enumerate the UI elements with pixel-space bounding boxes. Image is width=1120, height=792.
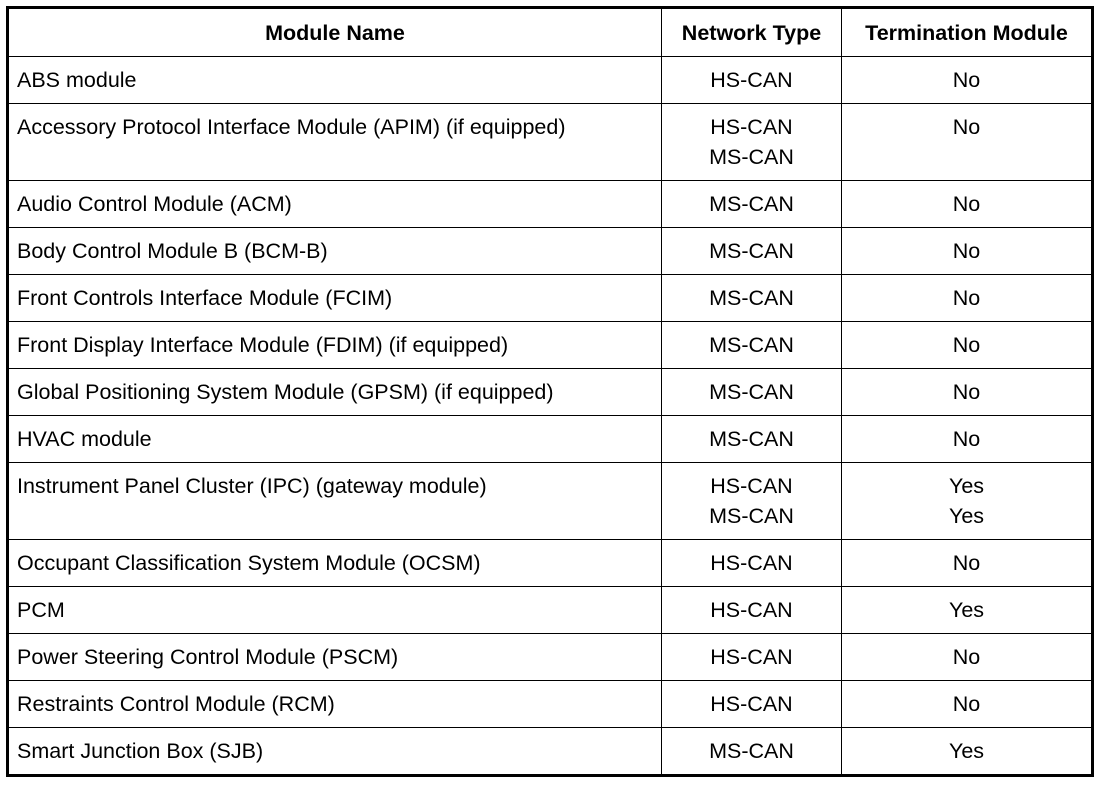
- network-type-value: HS-CAN: [710, 474, 793, 498]
- network-type-cell: [662, 181, 842, 228]
- network-type-value: HS-CAN: [710, 645, 793, 669]
- termination-value: No: [952, 333, 981, 357]
- module-name-cell: Occupant Classification System Module (OCSM): [8, 540, 662, 587]
- network-type-value: HS-CAN: [710, 598, 793, 622]
- termination-cell: [842, 416, 1093, 463]
- network-type-value: MS-CAN: [709, 239, 794, 263]
- module-name-cell: Audio Control Module (ACM): [8, 181, 662, 228]
- module-name-cell: Power Steering Control Module (PSCM): [8, 634, 662, 681]
- header-module-name: Module Name: [8, 8, 662, 57]
- termination-cell: [842, 57, 1093, 104]
- module-name-cell: Global Positioning System Module (GPSM) (if equipped): [8, 369, 662, 416]
- header-termination-module: Termination Module: [842, 8, 1093, 57]
- module-name-cell: HVAC module: [8, 416, 662, 463]
- termination-cell: [842, 728, 1093, 776]
- termination-value: Yes: [948, 504, 985, 528]
- network-type-value: HS-CAN: [710, 692, 793, 716]
- network-type-value: MS-CAN: [709, 504, 794, 528]
- termination-value: No: [952, 551, 981, 575]
- module-name-cell: Body Control Module B (BCM-B): [8, 228, 662, 275]
- module-name-cell: Front Display Interface Module (FDIM) (if equipped): [8, 322, 662, 369]
- table-row: [8, 275, 1093, 322]
- table-row: [8, 728, 1093, 776]
- network-type-cell: [662, 228, 842, 275]
- module-name-cell: Instrument Panel Cluster (IPC) (gateway module): [8, 463, 662, 540]
- table-row: [8, 228, 1093, 275]
- termination-cell: [842, 181, 1093, 228]
- termination-value: Yes: [948, 598, 985, 622]
- network-type-value: HS-CAN: [710, 551, 793, 575]
- termination-value: No: [952, 427, 981, 451]
- termination-cell: [842, 322, 1093, 369]
- network-type-cell: [662, 463, 842, 540]
- table-row: [8, 104, 1093, 181]
- network-type-cell: [662, 104, 842, 181]
- network-type-cell: [662, 634, 842, 681]
- network-type-value: MS-CAN: [709, 145, 794, 169]
- network-type-value: MS-CAN: [709, 286, 794, 310]
- termination-cell: [842, 463, 1093, 540]
- termination-cell: [842, 369, 1093, 416]
- network-type-value: MS-CAN: [709, 192, 794, 216]
- termination-cell: [842, 587, 1093, 634]
- network-type-value: MS-CAN: [709, 739, 794, 763]
- module-name-cell: Front Controls Interface Module (FCIM): [8, 275, 662, 322]
- termination-cell: [842, 540, 1093, 587]
- table-row: [8, 369, 1093, 416]
- table-header-row: [8, 8, 1093, 57]
- termination-value: No: [952, 692, 981, 716]
- network-type-cell: [662, 728, 842, 776]
- network-type-cell: [662, 369, 842, 416]
- module-name-cell: Smart Junction Box (SJB): [8, 728, 662, 776]
- termination-value: No: [952, 645, 981, 669]
- network-type-value: MS-CAN: [709, 427, 794, 451]
- network-type-value: HS-CAN: [710, 115, 793, 139]
- termination-value: No: [952, 115, 981, 139]
- module-network-table: [6, 6, 1094, 777]
- network-type-value: HS-CAN: [710, 68, 793, 92]
- table-row: [8, 540, 1093, 587]
- termination-value: No: [952, 68, 981, 92]
- module-name-cell: Accessory Protocol Interface Module (APIM) (if equipped): [8, 104, 662, 181]
- termination-value: No: [952, 380, 981, 404]
- table-body: [8, 57, 1093, 776]
- termination-cell: [842, 634, 1093, 681]
- termination-value: No: [952, 239, 981, 263]
- table-row: [8, 416, 1093, 463]
- termination-cell: [842, 681, 1093, 728]
- header-network-type: Network Type: [662, 8, 842, 57]
- network-type-cell: [662, 540, 842, 587]
- network-type-cell: [662, 416, 842, 463]
- network-type-cell: [662, 587, 842, 634]
- table-row: [8, 57, 1093, 104]
- module-name-cell: ABS module: [8, 57, 662, 104]
- termination-value: No: [952, 286, 981, 310]
- network-type-value: MS-CAN: [709, 380, 794, 404]
- network-type-value: MS-CAN: [709, 333, 794, 357]
- network-type-cell: [662, 681, 842, 728]
- table-row: [8, 463, 1093, 540]
- termination-value: No: [952, 192, 981, 216]
- table-row: [8, 181, 1093, 228]
- network-type-cell: [662, 57, 842, 104]
- termination-cell: [842, 228, 1093, 275]
- module-name-cell: Restraints Control Module (RCM): [8, 681, 662, 728]
- termination-cell: [842, 104, 1093, 181]
- termination-value: Yes: [948, 474, 985, 498]
- table-row: [8, 681, 1093, 728]
- termination-value: Yes: [948, 739, 985, 763]
- module-name-cell: PCM: [8, 587, 662, 634]
- table-row: [8, 587, 1093, 634]
- table-row: [8, 322, 1093, 369]
- termination-cell: [842, 275, 1093, 322]
- network-type-cell: [662, 275, 842, 322]
- network-type-cell: [662, 322, 842, 369]
- table-row: [8, 634, 1093, 681]
